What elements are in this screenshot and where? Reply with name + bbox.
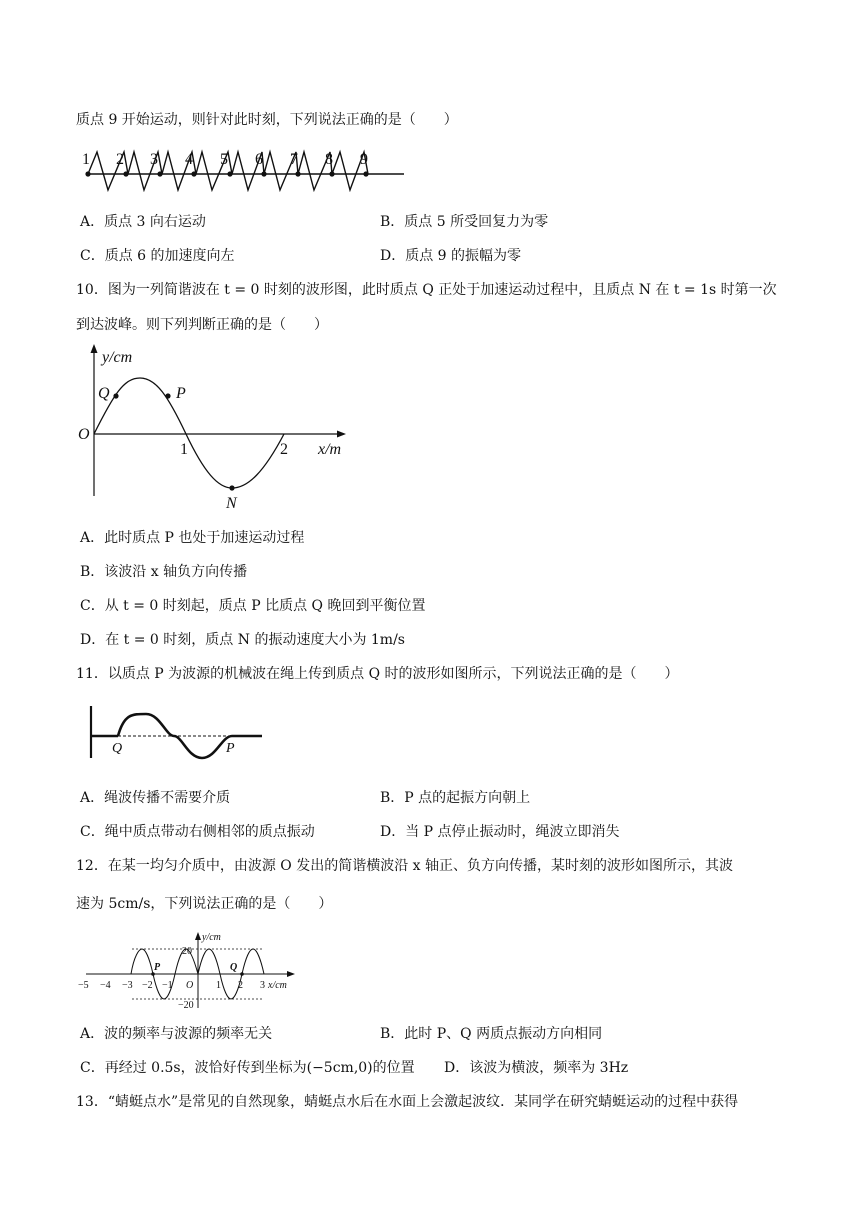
q12-x-axis-label: x/cm	[268, 980, 287, 991]
q10-tick-2: 2	[280, 441, 288, 458]
q10-point-n-label: N	[226, 495, 237, 512]
q10-option-a[interactable]: A．此时质点 P 也处于加速运动过程	[80, 530, 305, 546]
q9-option-b[interactable]: B．质点 5 所受回复力为零	[380, 214, 549, 230]
q12-y-axis-label: y/cm	[202, 932, 221, 943]
q12-x-tick-1: 1	[216, 980, 221, 991]
q12-point-p-label: P	[154, 962, 161, 973]
q10-option-d[interactable]: D．在 t = 0 时刻，质点 N 的振动速度大小为 1m/s	[80, 632, 405, 648]
q10-option-b[interactable]: B．该波沿 x 轴负方向传播	[80, 564, 248, 580]
q11-point-q-label: Q	[112, 741, 123, 756]
q11-option-a[interactable]: A．绳波传播不需要介质	[80, 790, 231, 806]
q9-stem: 质点 9 开始运动，则针对此时刻，下列说法正确的是（ ）	[76, 112, 458, 128]
q10-tick-1: 1	[180, 441, 188, 458]
q9-label-3: 3	[150, 151, 158, 168]
q9-label-8: 8	[325, 151, 333, 168]
q12-y-bottom-label: −20	[178, 1000, 194, 1011]
q10-option-c[interactable]: C．从 t = 0 时刻起，质点 P 比质点 Q 晚回到平衡位置	[80, 598, 426, 614]
q12-x-tick-n3: −3	[122, 980, 133, 991]
q11-stem: 11．以质点 P 为波源的机械波在绳上传到质点 Q 时的波形如图所示，下列说法正确的是（ ）	[76, 666, 679, 682]
q9-option-d[interactable]: D．质点 9 的振幅为零	[380, 248, 522, 264]
q12-figure	[76, 928, 302, 1014]
q9-label-6: 6	[255, 151, 263, 168]
q9-option-a[interactable]: A．质点 3 向右运动	[80, 214, 206, 230]
q9-label-7: 7	[290, 151, 298, 168]
q12-option-b[interactable]: B．此时 P、Q 两质点振动方向相同	[380, 1026, 603, 1042]
q13-stem-line1: 13．“蜻蜓点水”是常见的自然现象，蜻蜓点水后在水面上会激起波纹．某同学在研究蜻蜓运动的过程中获得	[76, 1094, 739, 1110]
q12-option-a[interactable]: A．波的频率与波源的频率无关	[80, 1026, 273, 1042]
q9-label-1: 1	[82, 151, 90, 168]
q12-option-c[interactable]: C．再经过 0.5s，波恰好传到坐标为(−5cm,0)的位置	[80, 1060, 415, 1076]
q10-point-p-label: P	[176, 385, 186, 402]
q12-x-tick-2: 2	[238, 980, 243, 991]
q12-stem-line1: 12．在某一均匀介质中，由波源 O 发出的简谐横波沿 x 轴正、负方向传播，某时刻的波形如图所示，其波	[76, 858, 733, 874]
q9-label-9: 9	[360, 151, 368, 168]
q9-label-4: 4	[185, 151, 193, 168]
q10-stem-line2: 到达波峰。则下列判断正确的是（ ）	[76, 317, 328, 333]
q9-label-2: 2	[116, 151, 124, 168]
q11-point-p-label: P	[226, 741, 235, 756]
q12-stem-line2: 速为 5cm/s，下列说法正确的是（ ）	[76, 896, 333, 912]
q11-option-b[interactable]: B．P 点的起振方向朝上	[380, 790, 531, 806]
q11-figure	[86, 700, 266, 762]
q12-y-top-label: 20	[182, 946, 192, 957]
q11-option-d[interactable]: D．当 P 点停止振动时，绳波立即消失	[380, 824, 620, 840]
q9-figure	[78, 146, 410, 192]
q12-option-d[interactable]: D．该波为横波，频率为 3Hz	[444, 1060, 629, 1076]
q12-x-tick-3: 3	[260, 980, 265, 991]
q10-origin-label: O	[78, 426, 90, 443]
q10-figure	[72, 340, 362, 512]
q12-point-q-label: Q	[230, 962, 238, 973]
q9-option-c[interactable]: C．质点 6 的加速度向左	[80, 248, 235, 264]
q12-origin-label: O	[186, 980, 194, 991]
q10-x-axis-label: x/m	[318, 441, 342, 458]
q10-point-q-label: Q	[98, 385, 110, 402]
q12-x-tick-n5: −5	[78, 980, 89, 991]
q12-x-tick-n2: −2	[142, 980, 153, 991]
q12-x-tick-n4: −4	[100, 980, 111, 991]
q10-y-axis-label: y/cm	[102, 349, 133, 366]
q10-stem-line1: 10．图为一列简谐波在 t = 0 时刻的波形图，此时质点 Q 正处于加速运动过程中，且质点 N 在 t = 1s 时第一次	[76, 282, 777, 298]
q9-label-5: 5	[220, 151, 228, 168]
q11-option-c[interactable]: C．绳中质点带动右侧相邻的质点振动	[80, 824, 315, 840]
q12-x-tick-n1: −1	[162, 980, 173, 991]
